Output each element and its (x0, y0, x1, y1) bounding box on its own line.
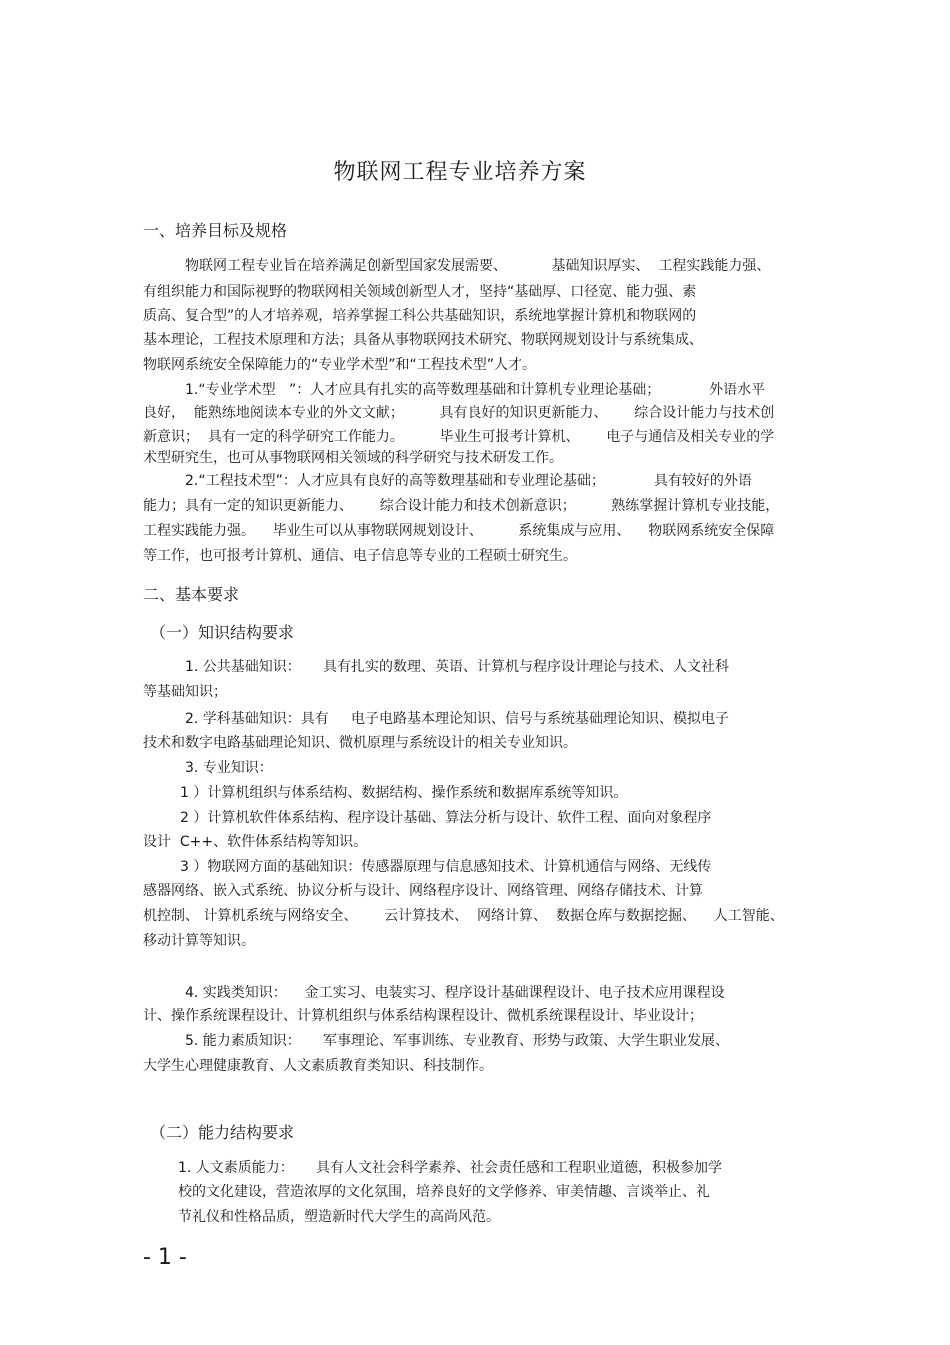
ability-item-1-line-1: 1. 人文素质能力： 具有人文社会科学素养、社会责任感和工程职业道德，积极参加学 (178, 1160, 723, 1176)
sub1-heading: （一）知识结构要求 (150, 623, 295, 642)
type2-line-4: 等工作，也可报考计算机、通信、电子信息等专业的工程硕士研究生。 (143, 548, 577, 564)
sub2-heading: （二）能力结构要求 (150, 1123, 295, 1142)
intro-line-4: 基本理论，工程技术原理和方法；具备从事物联网技术研究、物联网规划设计与系统集成、 (143, 332, 703, 348)
type1-line-2: 良好， 能熟练地阅读本专业的外文文献； 具有良好的知识更新能力、 综合设计能力与技术创 (143, 405, 775, 421)
knowledge-item-3-2-line-2: 设计 C++、软件体系结构等知识。 (143, 834, 368, 850)
type1-line-4: 术型研究生，也可从事物联网相关领域的科学研究与技术研发工作。 (143, 450, 563, 466)
type2-line-2: 能力；具有一定的知识更新能力、 综合设计能力和技术创新意识； 熟练掌握计算机专业技能， (143, 498, 780, 514)
knowledge-item-4-line-1: 4. 实践类知识： 金工实习、电装实习、程序设计基础课程设计、电子技术应用课程设 (185, 985, 725, 1001)
knowledge-item-3-2-line-1: 2 ）计算机软件体系结构、程序设计基础、算法分析与设计、软件工程、面向对象程序 (180, 810, 712, 826)
knowledge-item-5-line-2: 大学生心理健康教育、人文素质教育类知识、科技制作。 (143, 1058, 493, 1074)
page-number: - 1 - (143, 1245, 187, 1270)
intro-line-2: 有组织能力和国际视野的物联网相关领域创新型人才，坚持“基础厚、口径宽、能力强、素 (143, 284, 697, 300)
ability-item-1-line-2: 校的文化建设，营造浓厚的文化氛围，培养良好的文学修养、审美情趣、言谈举止、礼 (178, 1184, 710, 1200)
knowledge-item-3-3-line-1: 3 ）物联网方面的基础知识：传感器原理与信息感知技术、计算机通信与网络、无线传 (180, 859, 712, 875)
document-title: 物联网工程专业培养方案 (333, 160, 587, 185)
type1-line-1: 1.“专业学术型 ”：人才应具有扎实的高等数理基础和计算机专业理论基础； 外语水平 (185, 382, 766, 398)
intro-line-1: 物联网工程专业旨在培养满足创新型国家发展需要、 基础知识厚实、 工程实践能力强、 (185, 258, 771, 274)
intro-line-3: 质高、复合型”的人才培养观，培养掌握工科公共基础知识，系统地掌握计算机和物联网的 (143, 308, 697, 324)
knowledge-item-2-line-1: 2. 学科基础知识：具有 电子电路基本理论知识、信号与系统基础理论知识、模拟电子 (185, 711, 730, 727)
ability-item-1-line-3: 节礼仪和性格品质，塑造新时代大学生的高尚风范。 (178, 1209, 500, 1225)
type1-line-3: 新意识； 具有一定的科学研究工作能力。 毕业生可报考计算机、 电子与通信及相关专业的学 (143, 429, 775, 445)
knowledge-item-3-3-line-4: 移动计算等知识。 (143, 933, 255, 949)
intro-line-5: 物联网系统安全保障能力的“专业学术型”和“工程技术型”人才。 (143, 357, 537, 373)
section2-heading: 二、基本要求 (143, 585, 240, 604)
type2-line-1: 2.“工程技术型”：人才应具有良好的高等数理基础和专业理论基础； 具有较好的外语 (185, 473, 752, 489)
knowledge-item-1-line-1: 1. 公共基础知识： 具有扎实的数理、英语、计算机与程序设计理论与技术、人文社科 (185, 659, 730, 675)
type2-line-3: 工程实践能力强。 毕业生可以从事物联网规划设计、 系统集成与应用、 物联网系统安全保障 (143, 523, 775, 539)
knowledge-item-1-line-2: 等基础知识； (143, 684, 227, 700)
knowledge-item-3-1: 1 ）计算机组织与体系结构、数据结构、操作系统和数据库系统等知识。 (180, 785, 628, 801)
knowledge-item-3-3-line-2: 感器网络、嵌入式系统、协议分析与设计、网络程序设计、网络管理、网络存储技术、计算 (143, 883, 703, 899)
knowledge-item-4-line-2: 计、操作系统课程设计、计算机组织与体系结构课程设计、微机系统课程设计、毕业设计； (143, 1008, 703, 1024)
knowledge-item-3-3-line-3: 机控制、 计算机系统与网络安全、 云计算技术、 网络计算、 数据仓库与数据挖掘、 人工智能、 (143, 908, 784, 924)
knowledge-item-5-line-1: 5. 能力素质知识： 军事理论、军事训练、专业教育、形势与政策、大学生职业发展、 (185, 1033, 730, 1049)
knowledge-item-3: 3. 专业知识： (185, 760, 273, 776)
knowledge-item-2-line-2: 技术和数字电路基础理论知识、微机原理与系统设计的相关专业知识。 (143, 735, 577, 751)
section1-heading: 一、培养目标及规格 (143, 221, 288, 240)
